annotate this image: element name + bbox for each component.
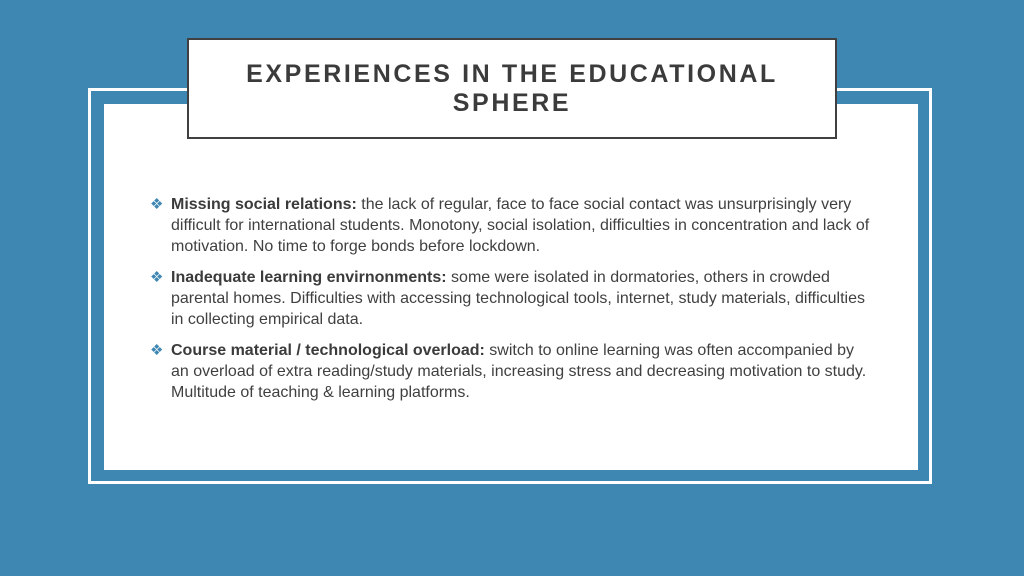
diamond-bullet-icon: ❖ <box>150 196 164 213</box>
bullet-heading: Inadequate learning envirnonments: <box>171 269 447 286</box>
slide-title-line-1: EXPERIENCES IN THE EDUCATIONAL <box>246 59 778 88</box>
bullet-heading: Course material / technological overload: <box>171 342 485 359</box>
bullet-heading: Missing social relations: <box>171 196 357 213</box>
bullet-item-missing-social-relations <box>150 194 870 257</box>
bullet-item-course-material-overload <box>150 340 870 403</box>
slide-title-line-2: SPHERE <box>452 88 572 117</box>
diamond-bullet-icon: ❖ <box>150 342 164 359</box>
bullet-item-inadequate-learning-environments <box>150 267 870 330</box>
diamond-bullet-icon: ❖ <box>150 269 164 286</box>
title-box <box>187 38 837 139</box>
bullet-text: the lack of regular, face to face social contact was unsurprisingly very difficult for international students. Monotony, social isolation, difficulties in concentration and lack of motivation. No time to forge bonds before lockdown. <box>171 196 870 255</box>
bullet-text: switch to online learning was often accompanied by an overload of extra reading/study materials, increasing stress and decreasing motivation to study. Multitude of teaching & learning platforms. <box>171 342 867 401</box>
bullet-text: some were isolated in dormatories, others in crowded parental homes. Difficulties with accessing technological tools, internet, study materials, difficulties in collecting empirical data. <box>171 269 865 328</box>
slide-title <box>246 60 778 118</box>
bullet-list <box>150 194 870 413</box>
